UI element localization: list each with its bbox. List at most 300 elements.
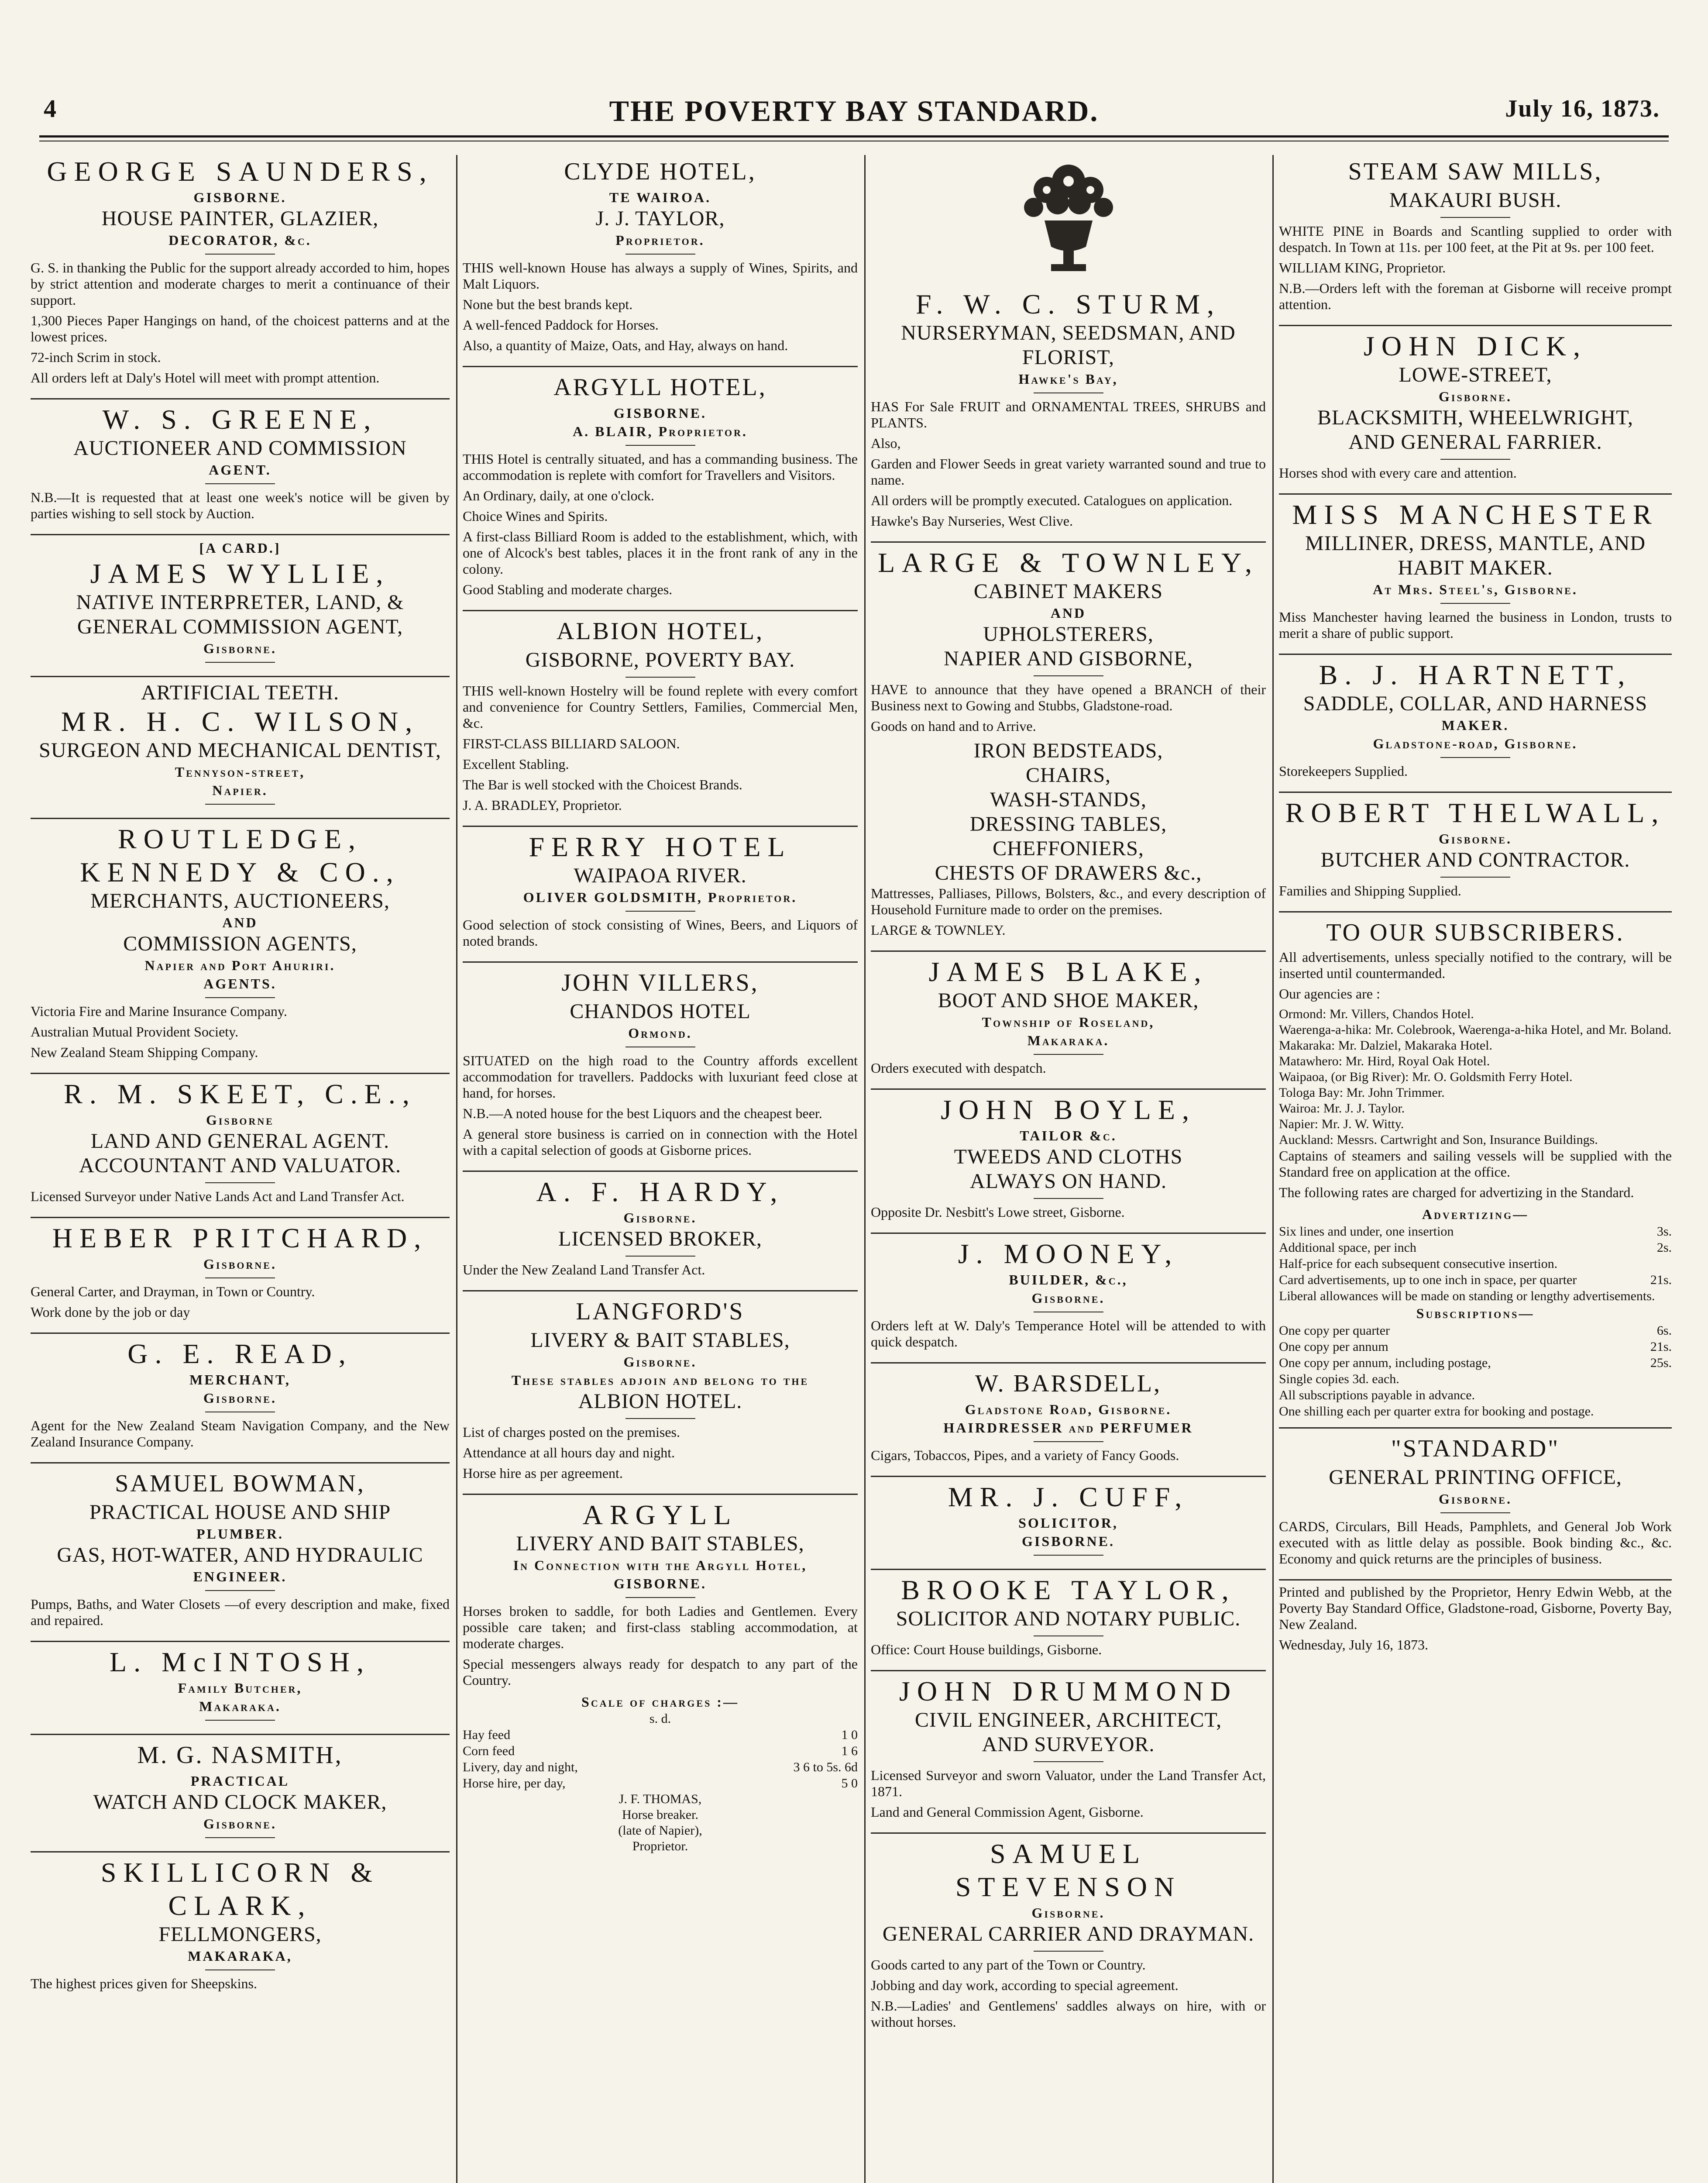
ad-body-text: Families and Shipping Supplied. [1279,883,1461,899]
ad-subline: GENERAL PRINTING OFFICE, [1329,1466,1622,1489]
ad-subline: LAND AND GENERAL AGENT. [90,1129,390,1153]
stock-item: DRESSING TABLES, [969,813,1167,836]
ad-body-text: Good selection of stock consisting of Wines, Beers, and Liquors of noted brands. [463,917,858,949]
advertisement-argyll [463,371,858,611]
ad-subline: Gisborne. [203,640,277,656]
ad-body-text: Under the New Zealand Land Transfer Act. [463,1262,705,1277]
advertisement-greene [31,403,450,535]
advertisement-saunders [31,155,450,399]
ad-heading: "STANDARD" [1391,1435,1560,1462]
ad-heading: SAMUEL BOWMAN, [115,1470,365,1497]
ad-subline: Makaraka. [1027,1033,1110,1048]
ad-heading: J. MOONEY, [958,1238,1179,1269]
ad-subline: SOLICITOR AND NOTARY PUBLIC. [896,1607,1241,1630]
rate-row [1279,1339,1672,1355]
advertisement-wyllie [31,539,450,677]
ad-body-text: Also, [871,435,901,451]
ad-subline: AND [222,915,258,930]
agency-entry: Waerenga-a-hika: Mr. Colebrook, Waerenga-a-hika Hotel, and Mr. Boland. [1279,1023,1672,1037]
advertisement-brooke [871,1574,1266,1671]
ad-subline: Gisborne. [203,1390,277,1406]
ad-heading: JOHN DRUMMOND [899,1676,1238,1707]
advertisement-barsdell [871,1367,1266,1477]
ad-heading: LANGFORD'S [576,1298,745,1325]
advertisement-hardy [463,1175,858,1291]
ad-subline: NAPIER AND GISBORNE, [944,647,1193,670]
ad-heading: G. E. READ, [127,1338,353,1369]
charge-price: 1 0 [841,1728,858,1742]
divider [625,254,695,255]
ad-subline: TWEEDS AND CLOTHS [954,1145,1183,1168]
ad-heading: FERRY HOTEL [529,831,792,862]
ad-subline: AGENT. [209,462,271,478]
ad-body-text: New Zealand Steam Shipping Company. [31,1044,258,1060]
flower-vase-engraving [1003,155,1134,282]
ad-subline: Gisborne. [1439,831,1512,847]
ad-subline: ACCOUNTANT AND VALUATOR. [79,1154,402,1177]
advertisement-sturm [871,155,1266,543]
ad-body-text: FIRST-CLASS BILLIARD SALOON. [463,736,680,751]
ad-subline: NURSERYMAN, SEEDSMAN, AND FLORIST, [901,321,1236,369]
ad-subline: ALWAYS ON HAND. [969,1170,1167,1193]
ad-subline: Proprietor. [615,232,705,248]
divider [1440,1512,1510,1513]
stock-item: WASH-STANDS, [990,788,1147,811]
divider [625,1256,695,1257]
rate-row [1279,1355,1672,1371]
charge-row [463,1775,858,1791]
advertizing-title: Advertizing— [1422,1206,1529,1222]
charges-table [463,1727,858,1791]
ad-body-text: Land and General Commission Agent, Gisborne. [871,1804,1144,1820]
advertisement-mcintosh [31,1646,450,1735]
column-rule [864,155,866,2183]
ad-body-text: Printed and published by the Proprietor, Henry Edwin Webb, at the Poverty Bay Standard Office, Gladstone-road, Gisborne, Poverty Bay, New Zealand. [1279,1584,1672,1632]
stock-item: IRON BEDSTEADS, [973,739,1163,762]
ad-subline: LOWE-STREET, [1399,363,1552,386]
newspaper-title: THE POVERTY BAY STANDARD. [609,94,1099,127]
advertisement-hartnett [1279,658,1672,793]
column-rule [1272,155,1274,2183]
ad-subline: TE WAIROA. [609,189,711,205]
ad-subline: Hawke's Bay, [1018,371,1118,387]
ad-subline: In Connection with the Argyll Hotel, [513,1557,808,1573]
ad-subline: WATCH AND CLOCK MAKER, [93,1790,387,1814]
advertisement-chandos [463,966,858,1172]
divider [1034,675,1103,676]
rate-item: One shilling each per quarter extra for booking and postage. [1279,1404,1594,1419]
ad-subline: Gladstone-road, Gisborne. [1373,736,1578,751]
advertizing-rates [1279,1223,1672,1304]
charge-price: 1 6 [841,1744,858,1758]
ad-body-text: N.B.—Orders left with the foreman at Gisborne will receive prompt attention. [1279,280,1672,312]
ad-heading: BROOKE TAYLOR, [901,1574,1236,1605]
agency-entry: Matawhero: Mr. Hird, Royal Oak Hotel. [1279,1054,1490,1068]
ad-body-text: Good Stabling and moderate charges. [463,582,673,597]
ad-subline: At Mrs. Steel's, Gisborne. [1373,582,1578,597]
ad-body-text: Opposite Dr. Nesbitt's Lowe street, Gisborne. [871,1204,1125,1220]
advertisement-langford [463,1295,858,1495]
charges-title: Scale of charges :— [581,1694,739,1710]
ad-subline: MILLINER, DRESS, MANTLE, AND [1305,532,1646,555]
advertisement-stevenson [871,1837,1266,2042]
rate-row [1279,1223,1672,1240]
ad-body-text: Orders left at W. Daly's Temperance Hotel will be attended to with quick despatch. [871,1318,1266,1350]
page-number: 4 [44,94,56,123]
ad-subline: PLUMBER. [196,1526,284,1542]
rate-row [1279,1256,1672,1272]
ad-subline: Gisborne [206,1112,274,1128]
ad-body-text: All advertisements, unless specially notified to the contrary, will be inserted until countermanded. [1279,949,1672,981]
ad-body-text: General Carter, and Drayman, in Town or Country. [31,1284,315,1299]
divider [205,804,275,805]
ad-body-text: Cigars, Tobaccos, Pipes, and a variety of Fancy Goods. [871,1447,1179,1463]
ad-heading: HEBER PRITCHARD, [52,1222,428,1253]
ad-subline: Tennyson-street, [175,764,306,780]
advertisement-thelwall [1279,796,1672,912]
ad-subline: MERCHANT, [189,1372,291,1388]
divider [625,677,695,678]
ad-body-text: Garden and Flower Seeds in great variety warranted sound and true to name. [871,456,1266,488]
charge-item: Hay feed [463,1728,511,1742]
ad-subline: SURGEON AND MECHANICAL DENTIST, [39,739,441,762]
ad-body-text: N.B.—A noted house for the best Liquors and the cheapest beer. [463,1105,822,1121]
ad-body-text: Excellent Stabling. [463,756,569,772]
divider [205,254,275,255]
rate-item: Card advertisements, up to one inch in space, per quarter [1279,1273,1577,1287]
ad-heading: MR. J. CUFF, [948,1481,1189,1512]
divider [205,1837,275,1838]
rate-row [1279,1387,1672,1403]
ad-subline: GENERAL CARRIER AND DRAYMAN. [882,1922,1254,1945]
ad-subline: SADDLE, COLLAR, AND HARNESS [1303,692,1648,715]
ad-subline: CHANDOS HOTEL [570,1000,751,1023]
rate-item: One copy per annum [1279,1339,1388,1354]
charge-row [463,1759,858,1775]
ad-subline: Gisborne. [623,1354,697,1370]
ad-body-text: Storekeepers Supplied. [1279,763,1408,779]
rate-item: Liberal allowances will be made on standing or lengthy advertisements. [1279,1289,1655,1303]
ad-subline: GAS, HOT-WATER, AND HYDRAULIC [57,1543,423,1567]
ad-body-text: Attendance at all hours day and night. [463,1445,675,1460]
rate-row [1279,1371,1672,1387]
divider [625,445,695,446]
ad-body-text: N.B.—It is requested that at least one week's notice will be given by parties wishing to sell stock by Auction. [31,489,450,521]
ad-heading: B. J. HARTNETT, [1319,659,1632,690]
ad-subline: HABIT MAKER. [1398,556,1553,579]
divider [205,1182,275,1183]
ad-subline: BLACKSMITH, WHEELWRIGHT, [1317,406,1633,429]
divider [205,1277,275,1278]
ad-body-text: Goods on hand and to Arrive. [871,718,1036,734]
advertisement-routledge [31,823,450,1074]
divider [205,1590,275,1591]
divider [1034,1555,1103,1556]
ad-subline: GISBORNE. [614,405,707,421]
ad-subline: CABINET MAKERS [973,580,1163,603]
rate-price: 2s. [1656,1240,1672,1255]
subscriptions-title: Subscriptions— [1416,1305,1535,1321]
advertisement-mooney [871,1237,1266,1364]
ad-heading: W. S. GREENE, [102,404,378,435]
ad-subline: SOLICITOR, [1018,1515,1118,1531]
ad-subline: UPHOLSTERERS, [983,623,1154,646]
ad-subline: GISBORNE. [1022,1533,1115,1549]
divider [625,1597,695,1598]
ad-body-text: LARGE & TOWNLEY. [871,922,1006,938]
advertisement-cuff [871,1481,1266,1570]
column-4 [1279,155,1672,2183]
ad-subline: PRACTICAL HOUSE AND SHIP [89,1501,391,1524]
ad-pre-heading: ARTIFICIAL TEETH. [141,681,340,704]
divider [1034,1761,1103,1762]
rate-item: Additional space, per inch [1279,1240,1416,1255]
divider [1034,1054,1103,1055]
ad-body-text: A well-fenced Paddock for Horses. [463,317,659,333]
agency-entry: Auckland: Messrs. Cartwright and Son, Insurance Buildings. [1279,1133,1598,1147]
ad-heading: LARGE & TOWNLEY, [878,547,1259,578]
ad-heading: CLYDE HOTEL, [564,158,756,185]
ad-heading: JOHN BOYLE, [941,1094,1196,1125]
ad-heading: ROUTLEDGE, KENNEDY & CO., [80,823,400,888]
ad-subline: ALBION HOTEL. [578,1390,742,1413]
agency-entry: Tologa Bay: Mr. John Trimmer. [1279,1085,1445,1100]
divider [205,483,275,484]
ad-body-text: WILLIAM KING, Proprietor. [1279,260,1446,275]
ad-subline: OLIVER GOLDSMITH, Proprietor. [523,889,797,905]
ad-subline: BUTCHER AND CONTRACTOR. [1320,848,1630,871]
ad-heading: ARGYLL HOTEL, [553,374,767,401]
ad-body-text: 72-inch Scrim in stock. [31,349,161,365]
charge-item: Livery, day and night, [463,1760,578,1774]
ad-subline: PRACTICAL [190,1773,290,1789]
ad-subline: TAILOR &c. [1020,1128,1117,1143]
rate-item: Single copies 3d. each. [1279,1372,1399,1386]
ad-heading: MR. H. C. WILSON, [61,706,419,737]
signature-line: Proprietor. [632,1839,688,1853]
ad-subline: A. BLAIR, Proprietor. [573,424,748,439]
ad-subline: LIVERY AND BAIT STABLES, [516,1532,804,1555]
rate-row [1279,1272,1672,1288]
ad-subline: Gisborne. [1439,1491,1512,1507]
ad-body-text: All orders left at Daly's Hotel will meet with prompt attention. [31,370,380,386]
ad-subline: WAIPAOA RIVER. [574,864,747,887]
ad-subline: AND SURVEYOR. [982,1733,1155,1756]
ad-subline: GISBORNE. [614,1576,707,1591]
ad-body-text: Horses broken to saddle, for both Ladies and Gentlemen. Every possible care taken; and first-class stabling accommodation, at moderate charges. [463,1603,858,1651]
agency-entry: Napier: Mr. J. W. Witty. [1279,1117,1404,1131]
ad-body-text: A first-class Billiard Room is added to the establishment, which, with one of Alcock's best tables, places it in the front rank of any in the colony. [463,529,858,577]
ad-body-text: J. A. BRADLEY, Proprietor. [463,797,622,813]
ad-body-text: List of charges posted on the premises. [463,1424,680,1440]
ad-heading: W. BARSDELL, [975,1370,1162,1397]
ad-body-text: Orders executed with despatch. [871,1060,1046,1076]
ad-subline: Gisborne. [203,1256,277,1272]
advertisement-subscribers [1279,916,1672,1429]
ad-subline: NATIVE INTERPRETER, LAND, & [76,591,404,614]
advertisement-drummond [871,1675,1266,1834]
charge-item: Horse hire, per day, [463,1776,566,1790]
ad-body-text: WHITE PINE in Boards and Scantling supplied to order with despatch. In Town at 11s. per 100 feet, at the Pit at 9s. per 100 feet. [1279,223,1672,255]
ad-subline: MERCHANTS, AUCTIONEERS, [90,889,390,912]
stock-item: CHAIRS, [1025,764,1111,787]
divider [1034,1951,1103,1952]
advertisement-ferry [463,830,858,963]
ad-body-text: Mattresses, Palliases, Pillows, Bolsters, &c., and every description of Household Furniture made to order on the premises. [871,885,1266,917]
ad-body-text: Special messengers always ready for despatch to any part of the Country. [463,1656,858,1688]
ad-subline: AND GENERAL FARRIER. [1348,430,1602,454]
ad-body-text: A general store business is carried on in connection with the Hotel with a capital selection of goods at Gisborne prices. [463,1126,858,1158]
ad-subline: Gisborne. [623,1210,697,1226]
ad-subline: DECORATOR, &c. [168,232,312,248]
advertisement-imprint [1279,1584,1672,1665]
agency-entry: Ormond: Mr. Villers, Chandos Hotel. [1279,1007,1474,1021]
advertisement-read [31,1337,450,1463]
ad-subline: Gisborne. [203,1816,277,1832]
ad-subline: MAKAURI BUSH. [1389,189,1562,212]
advertisement-skeet [31,1078,450,1218]
ad-heading: JAMES BLAKE, [928,956,1208,987]
rate-item: One copy per annum, including postage, [1279,1356,1491,1370]
ad-subline: MAKARAKA, [188,1948,292,1964]
header-rule [39,135,1669,138]
ad-body-text: Licensed Surveyor under Native Lands Act and Land Transfer Act. [31,1188,405,1204]
ad-body-text: G. S. in thanking the Public for the support already accorded to him, hopes by strict attention and moderate charges to merit a continuance of their support. [31,260,450,308]
advertisement-sawmills [1279,155,1672,326]
ad-subline: ENGINEER. [193,1569,287,1584]
column-3 [871,155,1266,2183]
ad-body-text: THIS well-known House has always a supply of Wines, Spirits, and Malt Liquors. [463,260,858,292]
ad-heading: A. F. HARDY, [536,1176,784,1207]
ad-heading: GEORGE SAUNDERS, [47,156,433,187]
ad-subline: BOOT AND SHOE MAKER, [938,989,1199,1012]
ad-subline: Makaraka. [199,1698,281,1714]
ad-body-text: THIS Hotel is centrally situated, and has a commanding business. The accommodation is replete with comfort for Travellers and Visitors. [463,451,858,483]
rate-price: 6s. [1656,1323,1672,1338]
advertisement-dick [1279,330,1672,495]
rate-price: 3s. [1656,1224,1672,1239]
ad-body-text: HAVE to announce that they have opened a BRANCH of their Business next to Gowing and Stubbs, Gladstone-road. [871,682,1266,713]
agency-entry: Makaraka: Mr. Dalziel, Makaraka Hotel. [1279,1038,1492,1053]
ad-subline: These stables adjoin and belong to the [511,1372,809,1388]
ad-subline: FELLMONGERS, [158,1923,322,1946]
advertisement-bowman [31,1467,450,1642]
ad-subline: Napier and Port Ahuriri. [144,957,336,973]
ad-heading: R. M. SKEET, C.E., [64,1078,416,1109]
ad-subline: Gladstone Road, Gisborne. [965,1401,1172,1417]
ad-heading: JOHN VILLERS, [561,969,759,996]
ad-heading: ARGYLL [582,1499,738,1530]
flower-vase-icon [1003,155,1134,282]
issue-date: July 16, 1873. [1505,95,1660,122]
ad-heading: ROBERT THELWALL, [1285,797,1666,828]
masthead [26,85,1682,133]
ad-body-text: Work done by the job or day [31,1304,190,1320]
rate-row [1279,1288,1672,1304]
ad-body-text: The Bar is well stocked with the Choicest Brands. [463,777,742,792]
ad-body-text: Also, a quantity of Maize, Oats, and Hay, always on hand. [463,337,788,353]
ad-subline: LICENSED BROKER, [558,1227,762,1250]
ad-body-text: Australian Mutual Provident Society. [31,1024,239,1040]
ad-body-text: Hawke's Bay Nurseries, West Clive. [871,513,1073,529]
rate-item: One copy per quarter [1279,1323,1390,1338]
ad-subline: J. J. TAYLOR, [595,207,725,230]
captains-note: Captains of steamers and sailing vessels will be supplied with the Standard free on application at the office. [1279,1148,1672,1180]
ad-body-text: Goods carted to any part of the Town or Country. [871,1957,1146,1973]
ad-subline: Gisborne. [1031,1290,1105,1306]
ad-body-text: Victoria Fire and Marine Insurance Company. [31,1003,287,1019]
stock-item: CHEFFONIERS, [993,837,1144,860]
divider [1440,757,1510,758]
ad-body-text: HAS For Sale FRUIT and ORNAMENTAL TREES, SHRUBS and PLANTS. [871,399,1266,430]
ad-body-text: Licensed Surveyor and sworn Valuator, under the Land Transfer Act, 1871. [871,1767,1266,1799]
rates-intro: The following rates are charged for advertizing in the Standard. [1279,1184,1634,1200]
ad-subline: BUILDER, &c., [1009,1272,1128,1288]
signature-line: Horse breaker. [622,1808,698,1822]
ad-body-text: None but the best brands kept. [463,296,633,312]
divider [1440,877,1510,878]
rate-row [1279,1240,1672,1256]
signature-line: J. F. THOMAS, [619,1792,702,1806]
charge-price: 5 0 [841,1776,858,1790]
column-1 [31,155,450,2183]
ad-subline: COMMISSION AGENTS, [123,932,357,955]
ad-body-text: An Ordinary, daily, at one o'clock. [463,488,654,503]
charge-row [463,1727,858,1743]
advertisement-townley [871,546,1266,952]
ad-body-text: All orders will be promptly executed. Catalogues on application. [871,492,1233,508]
ad-subline: Gisborne. [1439,389,1512,404]
advertisement-skillicorn [31,1856,450,2004]
ad-body-text: 1,300 Pieces Paper Hangings on hand, of the choicest patterns and at the lowest prices. [31,313,450,344]
ad-body-text: Wednesday, July 16, 1873. [1279,1637,1428,1653]
advertisement-albion [463,615,858,827]
divider [205,1720,275,1721]
ad-body-text: SITUATED on the high road to the Country affords excellent accommodation for travellers. Paddocks with luxuriant feed close at hand, for horses. [463,1053,858,1101]
agency-entry: Waipaoa, (or Big River): Mr. O. Goldsmith Ferry Hotel. [1279,1070,1573,1084]
ad-body-text: Horses shod with every care and attention. [1279,465,1517,481]
divider [205,997,275,998]
ad-heading: SKILLICORN & CLARK, [100,1857,380,1921]
ad-heading: L. McINTOSH, [110,1646,371,1677]
advertisement-office [1279,1432,1672,1580]
ad-subline: Family Butcher, [178,1680,302,1696]
ad-subline: CIVIL ENGINEER, ARCHITECT, [914,1708,1222,1732]
divider [1034,1441,1103,1442]
divider [1034,1198,1103,1199]
ad-heading: STEAM SAW MILLS, [1348,158,1603,185]
charge-item: Corn feed [463,1744,515,1758]
charge-row [463,1743,858,1759]
ad-subline: MAKER. [1441,717,1509,733]
ad-body-text: CARDS, Circulars, Bill Heads, Pamphlets, and General Job Work executed with as little delay as possible. Book binding &c., &c. Economy and quick returns are the principles of business. [1279,1518,1672,1567]
divider [205,662,275,663]
rate-price: 21s. [1650,1273,1672,1287]
stock-item: CHESTS OF DRAWERS &c., [935,861,1202,885]
ad-subline: GISBORNE. [193,189,287,205]
rate-row [1279,1322,1672,1339]
ad-heading: ALBION HOTEL, [556,618,764,645]
ad-subline: HOUSE PAINTER, GLAZIER, [101,207,379,230]
ad-body-text: Agent for the New Zealand Steam Navigation Company, and the New Zealand Insurance Company. [31,1418,450,1450]
advertisement-nasmith [31,1739,450,1852]
column-2 [463,155,858,2183]
charge-price: 3 6 to 5s. 6d [793,1760,858,1774]
ad-body-text: N.B.—Ladies' and Gentlemens' saddles always on hire, with or without horses. [871,1998,1266,2030]
ad-subline: AUCTIONEER AND COMMISSION [73,437,407,460]
subscription-rates [1279,1322,1672,1419]
rate-item: Six lines and under, one insertion [1279,1224,1454,1239]
